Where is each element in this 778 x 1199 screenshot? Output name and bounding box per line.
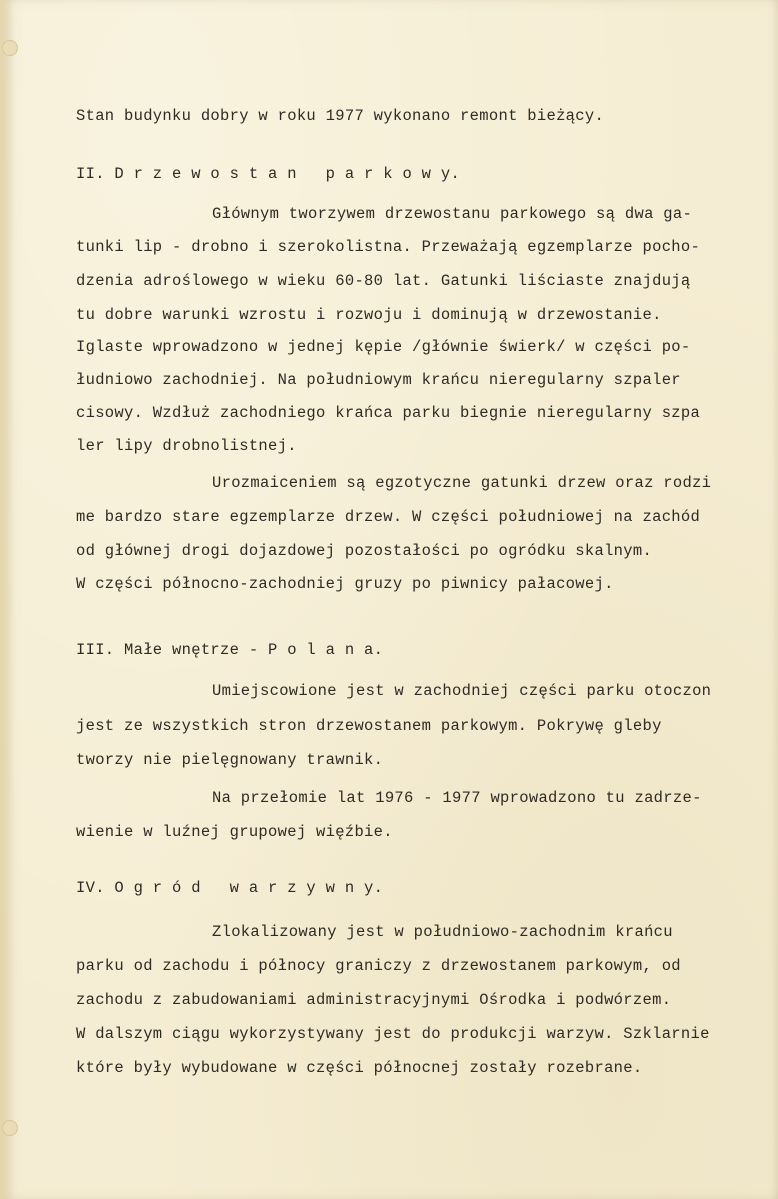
text-line: jest ze wszystkich stron drzewostanem parkowym. Pokrywę gleby: [76, 717, 662, 735]
text-line: Na przełomie lat 1976 - 1977 wprowadzono tu zadrze-: [212, 789, 702, 807]
text-line: które były wybudowane w części północnej zostały rozebrane.: [76, 1059, 643, 1077]
text-line: W dalszym ciągu wykorzystywany jest do produkcji warzyw. Szklarnie: [76, 1025, 710, 1043]
text-line: tunki lip - drobno i szerokolistna. Przeważają egzemplarze pocho-: [76, 238, 701, 256]
text-line: zachodu z zabudowaniami administracyjnymi Ośrodka i podwórzem.: [76, 991, 672, 1009]
text-line: tworzy nie pielęgnowany trawnik.: [76, 751, 384, 769]
text-line: od głównej drogi dojazdowej pozostałości po ogródku skalnym.: [76, 542, 653, 560]
text-line: me bardzo stare egzemplarze drzew. W części południowej na zachód: [76, 508, 701, 526]
text-line: Iglaste wprowadzono w jednej kępie /głównie świerk/ w części po-: [76, 338, 691, 356]
text-line: tu dobre warunki wzrostu i rozwoju i dominują w drzewostanie.: [76, 306, 662, 324]
text-line: W części północno-zachodniej gruzy po piwnicy pałacowej.: [76, 575, 614, 593]
text-line: dzenia adroślowego w wieku 60-80 lat. Gatunki liściaste znajdują: [76, 272, 691, 290]
text-line: Umiejscowione jest w zachodniej części parku otoczon: [212, 682, 712, 700]
text-line: cisowy. Wzdłuż zachodniego krańca parku biegnie nieregularny szpa: [76, 404, 701, 422]
section-heading-drzewostan: II. D r z e w o s t a n p a r k o w y.: [76, 165, 461, 183]
text-line: Głównym tworzywem drzewostanu parkowego są dwa ga-: [212, 205, 693, 223]
text-line: łudniowo zachodniej. Na południowym krańcu nieregularny szpaler: [76, 371, 681, 389]
section-heading-polana: III. Małe wnętrze - P o l a n a.: [76, 641, 384, 659]
text-line: ler lipy drobnolistnej.: [76, 437, 297, 455]
binding-hole: [2, 1120, 18, 1136]
text-line: parku od zachodu i północy graniczy z drzewostanem parkowym, od: [76, 957, 681, 975]
intro-line: Stan budynku dobry w roku 1977 wykonano remont bieżący.: [76, 107, 605, 125]
section-heading-ogrod: IV. O g r ó d w a r z y w n y.: [76, 879, 384, 897]
text-line: Zlokalizowany jest w południowo-zachodnim krańcu: [212, 923, 673, 941]
page-edge-shadow: [0, 0, 14, 1199]
binding-hole: [2, 40, 18, 56]
text-line: wienie w luźnej grupowej więźbie.: [76, 823, 393, 841]
text-line: Urozmaiceniem są egzotyczne gatunki drzew oraz rodzi: [212, 474, 712, 492]
